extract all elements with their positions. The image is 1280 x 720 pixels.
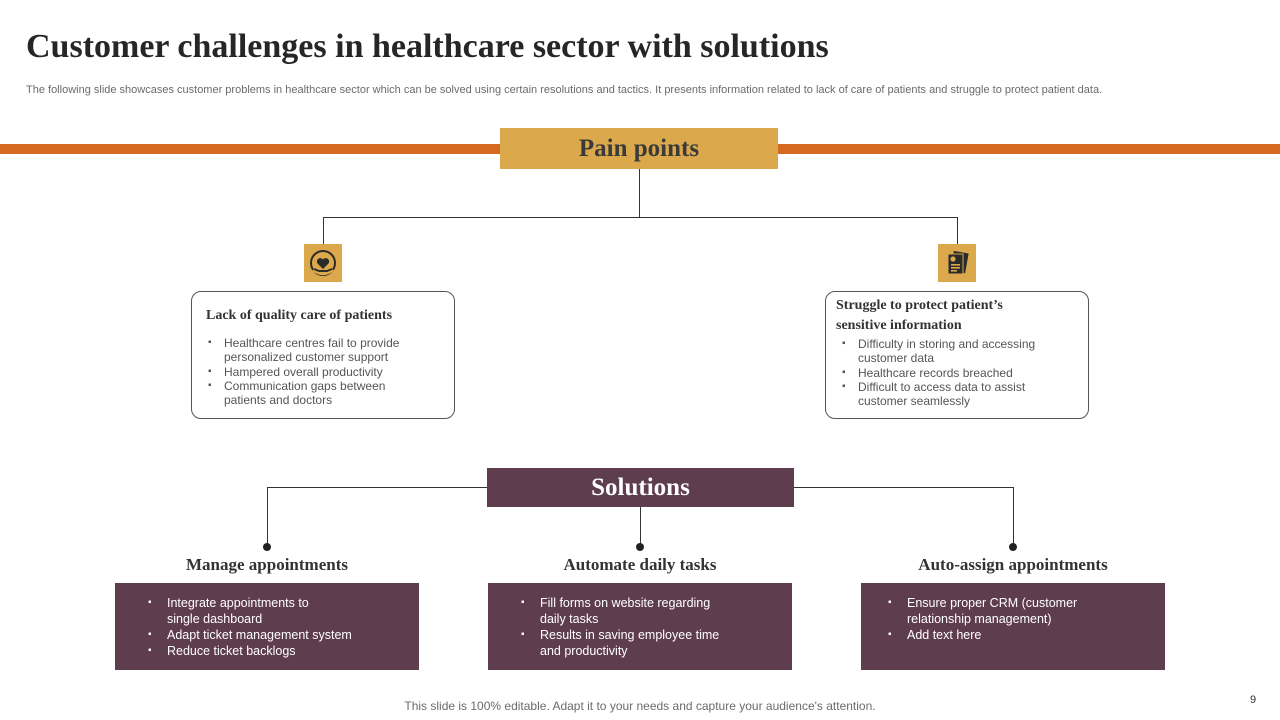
list-item: ▪ Fill forms on website regarding daily tasks	[520, 595, 722, 627]
connector-line	[640, 507, 641, 546]
list-item: ▪ Adapt ticket management system	[147, 627, 377, 643]
solution-card	[488, 583, 792, 670]
list-item: ▪ Difficult to access data to assist customer seamlessly	[840, 380, 1062, 409]
solution-title: Manage appointments	[186, 555, 348, 574]
connector-line	[957, 217, 958, 244]
connector-line	[323, 217, 324, 244]
connector-line	[267, 487, 268, 546]
pain-point-card	[825, 291, 1089, 419]
list-item: ▪ Hampered overall productivity	[206, 365, 424, 379]
list-item: ▪ Healthcare records breached	[840, 366, 1062, 380]
list-item: ▪ Add text here	[887, 627, 1101, 643]
solution-title: Auto-assign appointments	[918, 555, 1108, 574]
connector-line	[794, 487, 1014, 488]
heart-care-icon	[304, 244, 342, 282]
connector-dot	[1009, 543, 1017, 551]
list-item: ▪ Integrate appointments to single dashboard	[147, 595, 319, 627]
connector-line	[267, 487, 487, 488]
connector-dot	[263, 543, 271, 551]
solution-title: Automate daily tasks	[563, 555, 717, 574]
list-item: ▪ Reduce ticket backlogs	[147, 643, 377, 659]
solution-card	[115, 583, 419, 670]
connector-line	[639, 169, 640, 218]
document-info-icon	[938, 244, 976, 282]
slide-subtitle: The following slide showcases customer problems in healthcare sector which can be solved using certain resolutions and tactics. It presents information related to lack of care of patients and struggle to protect patient data.	[26, 84, 1103, 96]
page-number: 9	[1250, 694, 1257, 706]
list-item: ▪ Healthcare centres fail to provide personalized customer support	[206, 336, 424, 365]
list-item: ▪ Results in saving employee time and productivity	[520, 627, 736, 659]
solution-card	[861, 583, 1165, 670]
connector-line	[323, 217, 958, 218]
list-item: ▪ Ensure proper CRM (customer relationship management)	[887, 595, 1097, 627]
pain-point-heading: Lack of quality care of patients	[206, 308, 393, 323]
solutions-header: Solutions	[487, 468, 794, 507]
connector-dot	[636, 543, 644, 551]
pain-point-card	[191, 291, 455, 419]
pain-points-header: Pain points	[500, 128, 778, 169]
list-item: ▪ Communication gaps between patients and doctors	[206, 379, 424, 408]
list-item: ▪ Difficulty in storing and accessing customer data	[840, 337, 1062, 366]
slide-title: Customer challenges in healthcare sector with solutions	[26, 28, 829, 65]
footer-note: This slide is 100% editable. Adapt it to your needs and capture your audience's attention.	[404, 699, 876, 713]
pain-point-heading: Struggle to protect patient’s sensitive information	[836, 298, 1003, 333]
connector-line	[1013, 487, 1014, 546]
